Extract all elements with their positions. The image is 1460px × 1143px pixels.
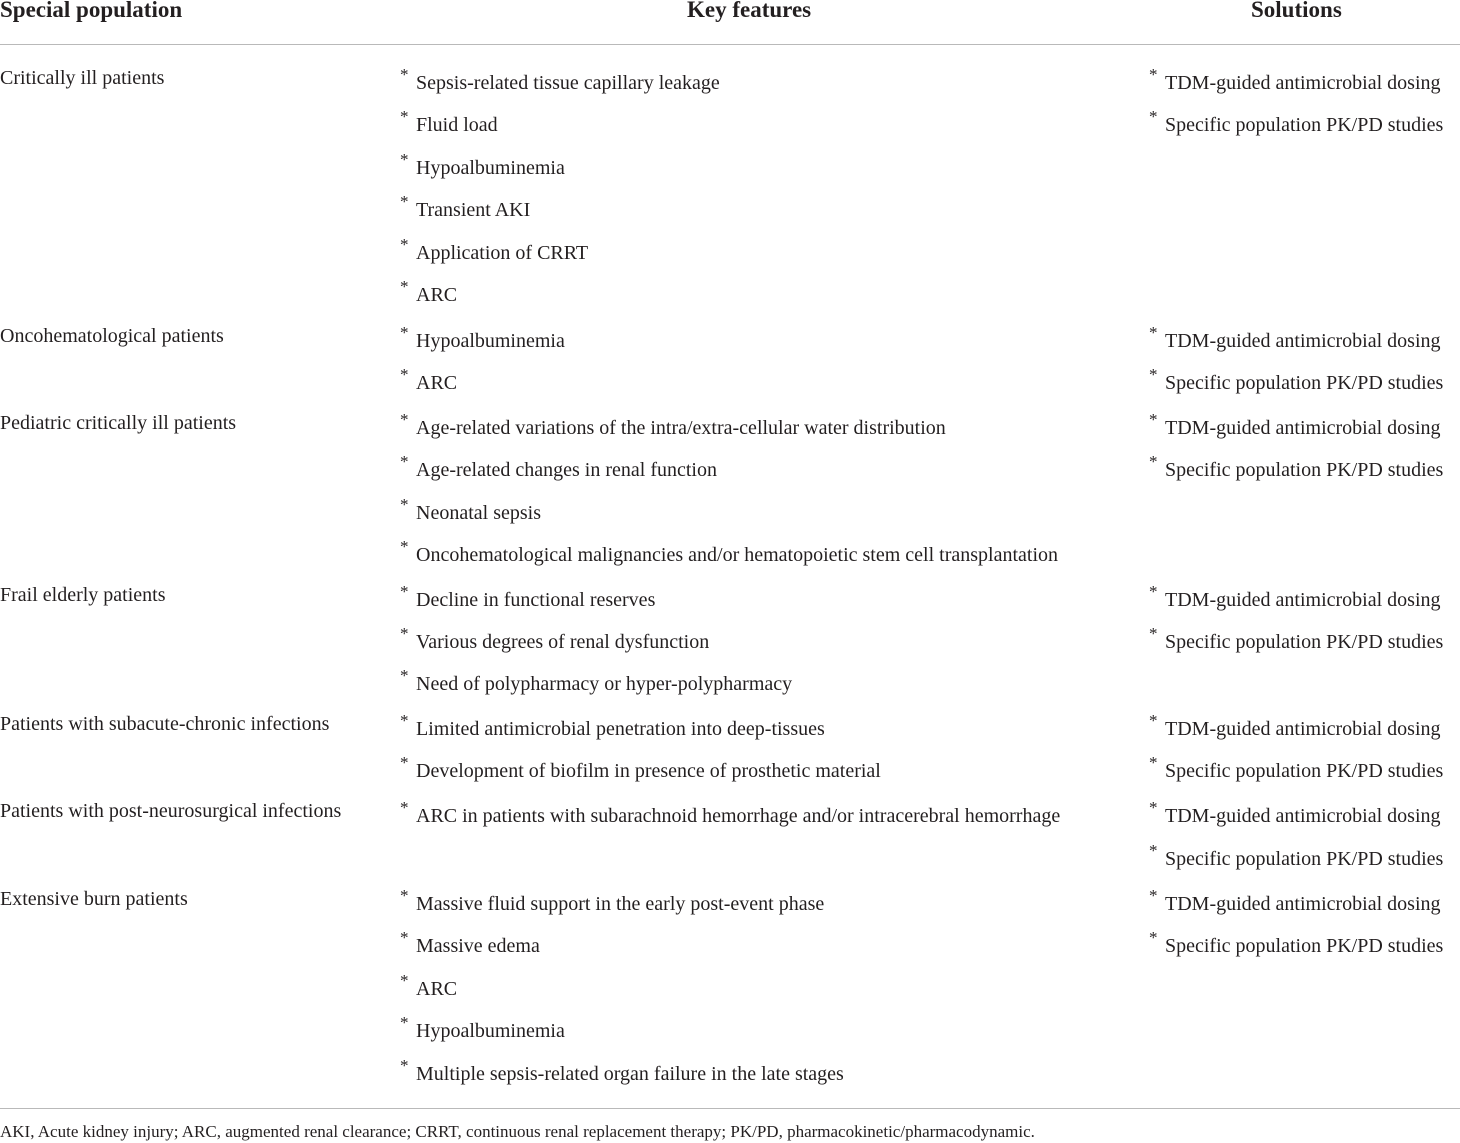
bullet-asterisk: *	[400, 192, 409, 212]
bullet-asterisk: *	[1149, 841, 1158, 860]
solution-item-text: Specific population PK/PD studies	[1165, 760, 1444, 782]
solution-item-text: Specific population PK/PD studies	[1165, 631, 1444, 653]
bullet-asterisk: *	[400, 277, 409, 296]
table-header	[0, 0, 1460, 44]
solution-item-text: TDM-guided antimicrobial dosing	[1165, 805, 1441, 827]
solution-item-text: TDM-guided antimicrobial dosing	[1165, 893, 1441, 915]
bullet-asterisk: *	[400, 753, 409, 772]
bullet-asterisk: *	[400, 494, 409, 514]
key-feature-item-text: Massive edema	[416, 935, 540, 958]
bullet-asterisk: *	[400, 582, 409, 601]
bullet-asterisk: *	[1149, 928, 1158, 948]
solution-item-text: Specific population PK/PD studies	[1165, 459, 1444, 482]
key-feature-item-text: Massive fluid support in the early post-event phase	[416, 893, 825, 915]
key-feature-item-text: Decline in functional reserves	[416, 589, 656, 611]
header-special-population: Special population	[0, 0, 183, 22]
bullet-asterisk: *	[400, 666, 409, 685]
key-feature-item-text: ARC in patients with subarachnoid hemorrhage and/or intracerebral hemorrhage	[416, 805, 1061, 827]
population-cell: Critically ill patients	[0, 67, 165, 89]
bullet-asterisk: *	[400, 410, 409, 429]
solution-item-text: Specific population PK/PD studies	[1165, 372, 1444, 394]
bullet-asterisk: *	[1149, 624, 1158, 643]
key-feature-item-text: Various degrees of renal dysfunction	[416, 631, 710, 653]
population-cell: Frail elderly patients	[0, 584, 166, 606]
key-feature-item-text: Hypoalbuminemia	[416, 156, 565, 179]
key-feature-item-text: Sepsis-related tissue capillary leakage	[416, 72, 720, 94]
bullet-asterisk: *	[1149, 410, 1158, 429]
header-solutions: Solutions	[1251, 0, 1342, 22]
bullet-asterisk: *	[400, 1013, 409, 1033]
solution-item-text: TDM-guided antimicrobial dosing	[1165, 718, 1441, 740]
key-feature-item-text: Development of biofilm in presence of prosthetic material	[416, 760, 881, 782]
bullet-asterisk: *	[1149, 452, 1158, 472]
bullet-asterisk: *	[400, 365, 409, 384]
key-feature-item-text: Neonatal sepsis	[416, 501, 541, 524]
footer-divider	[0, 1108, 1460, 1109]
population-cell: Extensive burn patients	[0, 888, 188, 910]
bullet-asterisk: *	[1149, 65, 1158, 84]
bullet-asterisk: *	[400, 323, 409, 342]
key-feature-item-text: Transient AKI	[416, 199, 531, 222]
key-feature-item-text: ARC	[416, 284, 458, 306]
header-divider	[0, 44, 1460, 45]
bullet-asterisk: *	[400, 452, 409, 472]
bullet-asterisk: *	[1149, 323, 1158, 342]
key-feature-item-text: Application of CRRT	[416, 241, 589, 264]
key-feature-item-text: Need of polypharmacy or hyper-polypharmacy	[416, 673, 793, 695]
bullet-asterisk: *	[400, 928, 409, 948]
solution-item-text: TDM-guided antimicrobial dosing	[1165, 330, 1441, 352]
key-feature-item-text: Limited antimicrobial penetration into deep-tissues	[416, 718, 825, 740]
population-cell: Patients with post-neurosurgical infections	[0, 800, 342, 822]
solution-item-text: Specific population PK/PD studies	[1165, 935, 1444, 958]
bullet-asterisk: *	[1149, 365, 1158, 384]
bullet-asterisk: *	[400, 624, 409, 643]
solution-item-text: Specific population PK/PD studies	[1165, 848, 1444, 870]
bullet-asterisk: *	[400, 107, 409, 127]
bullet-asterisk: *	[400, 537, 409, 557]
bullet-asterisk: *	[400, 1055, 409, 1075]
bullet-asterisk: *	[400, 798, 409, 817]
key-feature-item-text: Age-related changes in renal function	[416, 459, 717, 482]
bullet-asterisk: *	[1149, 886, 1158, 905]
bullet-asterisk: *	[1149, 582, 1158, 601]
bullet-asterisk: *	[400, 886, 409, 905]
solution-item-text: Specific population PK/PD studies	[1165, 114, 1444, 137]
bullet-asterisk: *	[400, 711, 409, 730]
key-feature-item-text: Oncohematological malignancies and/or hematopoietic stem cell transplantation	[416, 544, 1059, 567]
key-feature-item-text: Fluid load	[416, 114, 498, 137]
key-feature-item-text: ARC	[416, 977, 458, 1000]
population-cell: Patients with subacute-chronic infections	[0, 713, 330, 735]
solution-item-text: TDM-guided antimicrobial dosing	[1165, 72, 1441, 94]
key-feature-item-text: Age-related variations of the intra/extra-cellular water distribution	[416, 417, 946, 439]
bullet-asterisk: *	[1149, 753, 1158, 772]
bullet-asterisk: *	[1149, 711, 1158, 730]
population-cell: Pediatric critically ill patients	[0, 412, 237, 434]
bullet-asterisk: *	[400, 970, 409, 990]
key-feature-item-text: Multiple sepsis-related organ failure in the late stages	[416, 1062, 844, 1085]
bullet-asterisk: *	[1149, 798, 1158, 817]
key-feature-item-text: ARC	[416, 372, 458, 394]
key-feature-item-text: Hypoalbuminemia	[416, 330, 565, 352]
bullet-asterisk: *	[400, 65, 409, 84]
bullet-asterisk: *	[1149, 107, 1158, 127]
solution-item-text: TDM-guided antimicrobial dosing	[1165, 417, 1441, 439]
key-feature-item-text: Hypoalbuminemia	[416, 1020, 565, 1043]
solution-item-text: TDM-guided antimicrobial dosing	[1165, 589, 1441, 611]
bullet-asterisk: *	[400, 234, 409, 254]
population-cell: Oncohematological patients	[0, 325, 224, 347]
table-footnote: AKI, Acute kidney injury; ARC, augmented renal clearance; CRRT, continuous renal replacement therapy; PK/PD, pharmacokinetic/pharmacodynamic.	[0, 1122, 1035, 1141]
header-key-features: Key features	[687, 0, 812, 22]
bullet-asterisk: *	[400, 149, 409, 169]
